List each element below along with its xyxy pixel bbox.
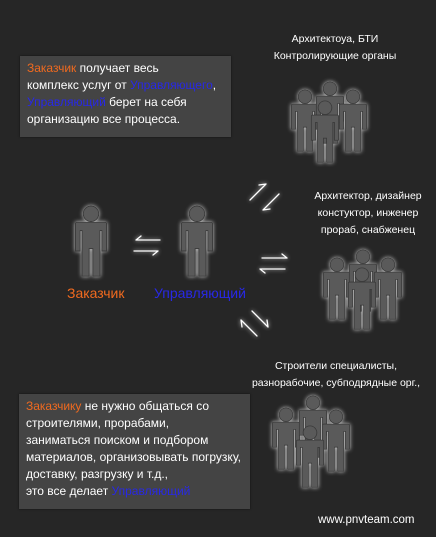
manager-highlight: Управляющий: [111, 484, 191, 498]
client-person-icon: [75, 206, 106, 276]
label-line: констуктор, инженер: [317, 207, 419, 219]
manager-highlight: Управляющий: [27, 95, 106, 109]
bottom-group-label: [236, 358, 436, 392]
summary-text-box: [19, 394, 250, 509]
middle-group-label: [300, 188, 436, 239]
client-highlight: Заказчик: [27, 61, 77, 75]
bidirectional-arrow-icon: [134, 236, 160, 255]
text-fragment: материалов, организовывать погрузку,: [26, 450, 241, 464]
text-fragment: берет на себя: [105, 95, 187, 109]
website-footer: www.pnvteam.com: [318, 514, 415, 526]
manager-person-icon: [181, 206, 212, 276]
manager-label: Управляющий: [154, 285, 246, 301]
person-icon: [374, 258, 401, 319]
person-icon: [272, 408, 299, 469]
bidirectional-arrow-icon: [241, 311, 268, 336]
text-fragment: организацию все процесса.: [27, 112, 181, 126]
person-icon: [323, 258, 350, 319]
label-line: Контролирующие органы: [273, 50, 397, 62]
client-label: Заказчик: [67, 285, 125, 301]
label-line: прораб, снабженец: [320, 224, 416, 236]
label-line: Архитектоуа, БТИ: [291, 33, 379, 45]
intro-text-box: [20, 56, 231, 137]
text-fragment: получает весь: [76, 61, 159, 75]
manager-highlight: Управляющего: [130, 78, 213, 92]
label-line: Строители специалисты,: [274, 360, 398, 372]
text-fragment: ,: [212, 78, 217, 92]
top-group-label: [255, 31, 415, 65]
client-highlight: Заказчику: [26, 399, 82, 413]
text-fragment: строителями, прорабами,: [26, 416, 170, 430]
bidirectional-arrow-icon: [260, 254, 287, 273]
text-fragment: доставку, разгрузку и т.д.,: [26, 467, 168, 481]
text-fragment: комплекс услуг от: [27, 78, 131, 92]
text-fragment: заниматься поиском и подбором: [26, 433, 209, 447]
text-fragment: это все делает: [26, 484, 112, 498]
label-line: разнорабочие, субподрядные орг.,: [251, 377, 421, 389]
bidirectional-arrow-icon: [250, 184, 279, 210]
text-fragment: не нужно общаться со: [81, 399, 210, 413]
label-line: Архитектор, дизайнер: [314, 190, 422, 202]
